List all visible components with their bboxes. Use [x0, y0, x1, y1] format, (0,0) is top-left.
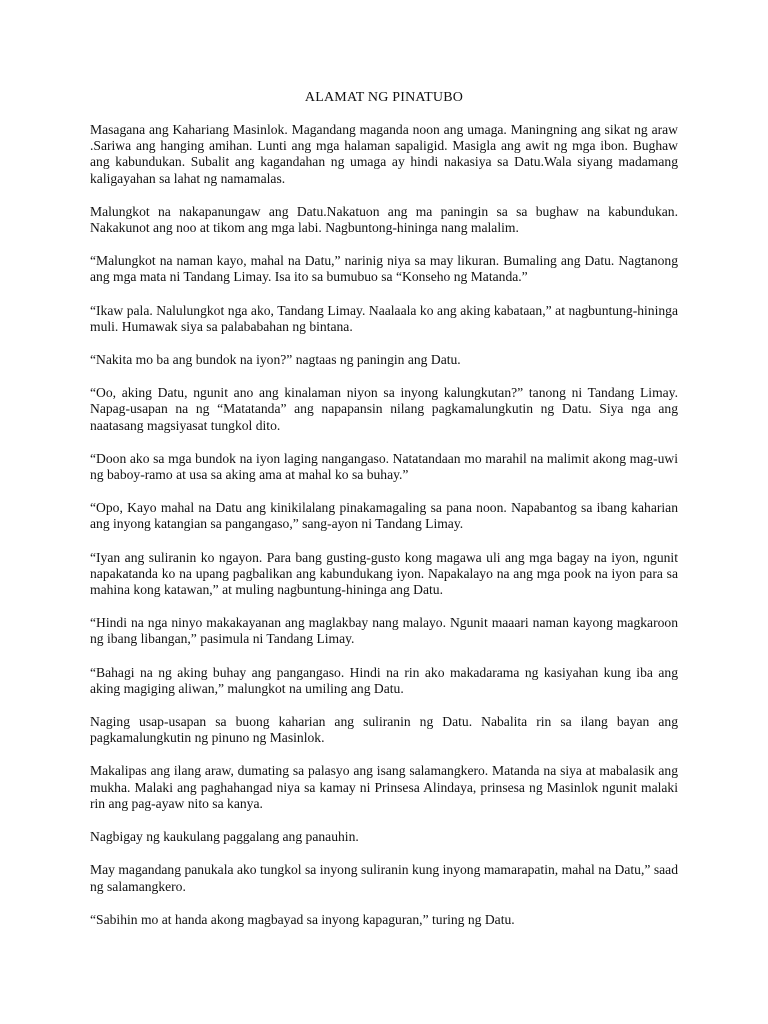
paragraph: Nagbigay ng kaukulang paggalang ang panauhin.	[90, 829, 359, 845]
paragraph: “Malungkot na naman kayo, mahal na Datu,” narinig niya sa may likuran. Bumaling ang Datu. Nagtanong ang mga mata ni Tandang Limay. Isa ito sa bumubuo sa “Konseho ng Matanda.”	[90, 253, 678, 285]
paragraph: “Bahagi na ng aking buhay ang pangangaso. Hindi na rin ako makadarama ng kasiyahan kung iba ang aking magiging aliwan,” malungkot na umiling ang Datu.	[90, 664, 678, 696]
paragraph: May magandang panukala ako tungkol sa inyong suliranin kung inyong mamarapatin, mahal na Datu,” saad ng salamangkero.	[90, 862, 678, 894]
paragraph: “Nakita mo ba ang bundok na iyon?” nagtaas ng paningin ang Datu.	[90, 352, 461, 368]
paragraph: “Doon ako sa mga bundok na iyon laging nangangaso. Natatandaan mo marahil na malimit akong mag-uwi ng baboy-ramo at usa sa aking ama at mahal ko sa buhay.”	[90, 450, 678, 483]
paragraph: “Oo, aking Datu, ngunit ano ang kinalaman niyon sa inyong kalungkutan?” tanong ni Tandang Limay. Napag-usapan na ng “Matatanda” ang napapansin nilang pagkamalungkutin ng Datu. Siya nga ang naatasang magsiyasat tungkol dito.	[90, 385, 678, 433]
paragraph: Makalipas ang ilang araw, dumating sa palasyo ang isang salamangkero. Matanda na siya at mabalasik ang mukha. Malaki ang paghahangad niya sa kamay ni Prinsesa Alindaya, prinsesa ng Masinlok ngunit malaki rin ang pag-ayaw nito sa kanya.	[90, 763, 678, 811]
paragraph: “Sabihin mo at handa akong magbayad sa inyong kapaguran,” turing ng Datu.	[90, 911, 515, 927]
paragraph: “Ikaw pala. Nalulungkot nga ako, Tandang Limay. Naalaala ko ang aking kabataan,” at nagbuntung-hininga muli. Humawak siya sa palababahan ng bintana.	[90, 302, 678, 334]
document-title: ALAMAT NG PINATUBO	[304, 90, 464, 105]
paragraph: “Hindi na nga ninyo makakayanan ang maglakbay nang malayo. Ngunit maaari naman kayong magkaroon ng ibang libangan,” pasimula ni Tandang Limay.	[90, 615, 678, 647]
paragraph: Malungkot na nakapanungaw ang Datu.Nakatuon ang ma paningin sa sa bughaw na kabundukan. Nakakunot ang noo at tikom ang mga labi. Nagbuntong-hininga nang malalim.	[90, 203, 678, 236]
paragraph: Masagana ang Kahariang Masinlok. Magandang maganda noon ang umaga. Maningning ang sikat ng araw .Sariwa ang hanging amihan. Lunti ang mga halaman sapaligid. Masigla ang awit ng mga ibon. Bughaw ang kabundukan. Subalit ang kagandahan ng umaga ay hindi nakasiya sa Datu.Wala siyang madamang kaligayahan sa lahat ng namamalas.	[90, 122, 678, 186]
paragraph: “Opo, Kayo mahal na Datu ang kinikilalang pinakamagaling sa pana noon. Napabantog sa ibang kaharian ang inyong katangian sa pangangaso,” sang-ayon ni Tandang Limay.	[90, 500, 678, 532]
paragraph: Naging usap-usapan sa buong kaharian ang suliranin ng Datu. Nabalita rin sa ilang bayan ang pagkamalungkutin ng pinuno ng Masinlok.	[90, 714, 678, 746]
paragraph: “Iyan ang suliranin ko ngayon. Para bang gusting-gusto kong magawa uli ang mga bagay na iyon, ngunit napakatanda ko na upang pagbalikan ang kabundukang iyon. Napakalayo na ang mga pook na iyon para sa mahina kong katawan,” at muling nagbuntung-hininga ang Datu.	[90, 549, 678, 598]
